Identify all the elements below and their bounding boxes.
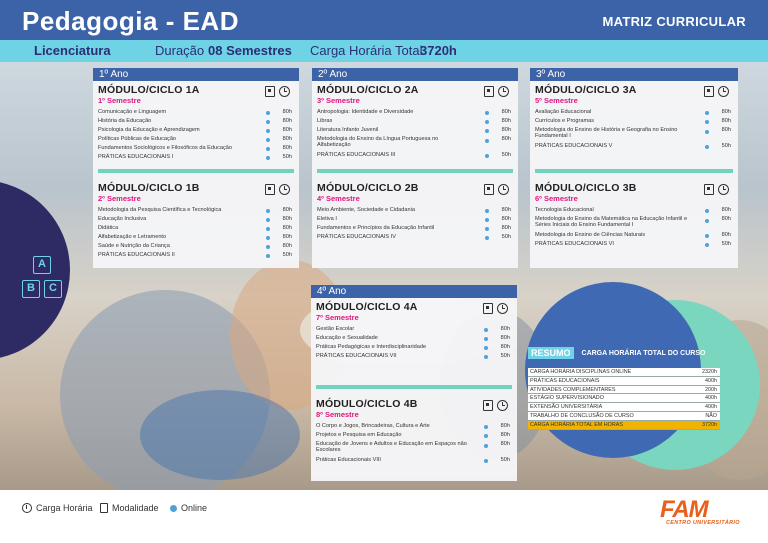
year-label: 2º Ano xyxy=(312,68,518,81)
course-hours: 80h xyxy=(282,145,292,151)
course-hours: 80h xyxy=(500,335,510,341)
course-hours: 80h xyxy=(282,216,292,222)
course-name: Currículos e Programas xyxy=(535,118,595,124)
course-row xyxy=(317,215,513,224)
course-row xyxy=(317,108,513,117)
course-row xyxy=(98,117,294,126)
resumo-label: RESUMO xyxy=(528,347,574,359)
course-hours: 50h xyxy=(501,234,511,240)
course-name: Metodologia do Ensino da Língua Portuguesa no Alfabetização xyxy=(317,136,439,149)
course-row xyxy=(535,126,733,142)
online-dot-icon xyxy=(266,147,270,151)
clock-icon xyxy=(497,303,508,314)
resumo-row-value: 3720h xyxy=(702,421,717,428)
book-icon xyxy=(704,184,714,195)
online-dot-icon xyxy=(266,138,270,142)
course-hours: 80h xyxy=(282,225,292,231)
online-dot-icon xyxy=(266,209,270,213)
module-title: MÓDULO/CICLO 2A xyxy=(317,84,419,96)
course-hours: 80h xyxy=(721,127,731,133)
course-name: Práticas Educacionais VIII xyxy=(316,456,381,463)
course-hours: 80h xyxy=(721,216,731,222)
course-name: Avaliação Educacional xyxy=(535,109,592,115)
course-row xyxy=(535,108,733,117)
online-dot-icon xyxy=(485,218,489,222)
course-name: Didática xyxy=(98,225,119,231)
course-row xyxy=(316,343,512,352)
module-semester: 1º Semestre xyxy=(98,96,141,105)
course-hours: 80h xyxy=(500,326,510,332)
module-3a xyxy=(535,84,733,151)
course-row xyxy=(535,240,733,249)
course-hours: 80h xyxy=(501,136,511,142)
module-title: MÓDULO/CICLO 4A xyxy=(316,301,418,313)
course-name: Eletiva I xyxy=(317,216,337,222)
online-dot-icon xyxy=(485,120,489,124)
resumo-row-value: 400h xyxy=(705,377,717,384)
course-row xyxy=(317,126,513,135)
module-title: MÓDULO/CICLO 2B xyxy=(317,182,419,194)
online-dot-icon xyxy=(484,355,488,359)
course-row xyxy=(535,117,733,126)
course-name: Educação e Sexualidade xyxy=(316,335,378,341)
course-name: Psicologia da Educação e Aprendizagem xyxy=(98,127,200,133)
resumo-subtitle: CARGA HORÁRIA TOTAL DO CURSO xyxy=(581,349,706,357)
online-dot-icon xyxy=(705,219,709,223)
course-hours: 50h xyxy=(500,353,510,359)
online-dot-icon xyxy=(485,236,489,240)
course-hours: 80h xyxy=(500,432,510,438)
book-icon xyxy=(483,400,493,411)
resumo-row-name: PRÁTICAS EDUCACIONAIS xyxy=(530,377,600,384)
course-hours: 80h xyxy=(282,118,292,124)
legend-carga xyxy=(22,503,93,513)
course-name: Metodologia da Pesquisa Científica e Tecnológica xyxy=(98,207,222,213)
module-4a xyxy=(316,301,512,361)
online-dot-icon xyxy=(705,234,709,238)
course-name: Comunicação e Linguagem xyxy=(98,109,167,115)
resumo-row xyxy=(528,421,720,430)
online-dot-icon xyxy=(705,111,709,115)
resumo-row-name: CARGA HORÁRIA DISCIPLINAS ONLINE xyxy=(530,369,632,375)
legend-online xyxy=(170,503,207,513)
course-row xyxy=(316,352,512,361)
module-semester: 3º Semestre xyxy=(317,96,360,105)
fam-logo-word: FAM xyxy=(660,496,708,523)
course-row xyxy=(535,206,733,215)
resumo-row-value: 200h xyxy=(705,386,717,393)
module-semester: 4º Semestre xyxy=(317,194,360,203)
module-1a xyxy=(98,84,294,162)
course-row xyxy=(316,334,512,343)
course-hours: 80h xyxy=(721,118,731,124)
course-name: Tecnologia Educacional xyxy=(535,207,594,213)
module-semester: 7º Semestre xyxy=(316,313,359,322)
online-dot-icon xyxy=(485,209,489,213)
course-name: Alfabetização e Letramento xyxy=(98,234,167,240)
year-label: 3º Ano xyxy=(530,68,738,81)
course-hours: 80h xyxy=(501,109,511,115)
carga-value: 3720h xyxy=(420,43,457,58)
course-name: O Corpo e Jogos, Brincadeiras, Cultura e Arte xyxy=(316,423,430,429)
online-dot-icon xyxy=(485,111,489,115)
course-name: Metodologia do Ensino da Matemática na Educação Infantil e Séries Iniciais do Ensino Fundamental I xyxy=(535,216,688,229)
module-semester: 2º Semestre xyxy=(98,194,141,203)
course-name: Projetos e Pesquisa em Educação xyxy=(316,432,402,438)
course-row xyxy=(316,440,512,456)
online-dot-icon xyxy=(266,111,270,115)
online-dot-icon xyxy=(705,209,709,213)
course-name: História da Educação xyxy=(98,118,152,124)
module-title: MÓDULO/CICLO 1B xyxy=(98,182,200,194)
course-row xyxy=(98,224,294,233)
online-dot-icon xyxy=(484,328,488,332)
duracao-value: 08 Semestres xyxy=(208,43,292,58)
online-dot-icon xyxy=(266,218,270,222)
clock-icon xyxy=(498,86,509,97)
online-dot-icon xyxy=(484,434,488,438)
module-title: MÓDULO/CICLO 3A xyxy=(535,84,637,96)
course-hours: 80h xyxy=(501,216,511,222)
module-2b xyxy=(317,182,513,242)
online-dot-icon xyxy=(484,337,488,341)
course-hours: 80h xyxy=(721,109,731,115)
online-dot-icon xyxy=(266,120,270,124)
book-icon xyxy=(483,303,493,314)
course-hours: 80h xyxy=(500,423,510,429)
course-hours: 80h xyxy=(501,225,511,231)
course-row xyxy=(316,431,512,440)
course-row xyxy=(316,325,512,334)
course-name: Práticas Pedagógicas e Interdisciplinaridade xyxy=(316,344,427,350)
course-hours: 50h xyxy=(282,252,292,258)
online-dot-icon xyxy=(705,130,709,134)
course-hours: 80h xyxy=(282,127,292,133)
licenciatura-label: Licenciatura xyxy=(34,43,111,58)
divider xyxy=(316,385,512,389)
year-box-4 xyxy=(311,285,517,481)
fam-logo-sub: CENTRO UNIVERSITÁRIO xyxy=(666,520,740,526)
online-dot-icon xyxy=(705,145,709,149)
book-icon xyxy=(265,184,275,195)
course-hours: 80h xyxy=(282,109,292,115)
course-row xyxy=(98,153,294,162)
course-row xyxy=(98,206,294,215)
module-semester: 6º Semestre xyxy=(535,194,578,203)
course-hours: 80h xyxy=(282,136,292,142)
course-hours: 80h xyxy=(721,207,731,213)
module-3b xyxy=(535,182,733,249)
abc-blocks-icon: A B C xyxy=(20,256,64,302)
course-name: Políticas Públicas de Educação xyxy=(98,136,177,142)
online-dot-icon xyxy=(266,156,270,160)
clock-icon xyxy=(279,184,290,195)
course-row xyxy=(317,135,513,151)
divider xyxy=(98,169,294,173)
year-box-3 xyxy=(530,68,738,268)
module-semester: 5º Semestre xyxy=(535,96,578,105)
course-row xyxy=(98,251,294,260)
online-dot-icon xyxy=(485,154,489,158)
module-1b xyxy=(98,182,294,260)
legend-modalidade xyxy=(100,503,159,513)
course-row xyxy=(98,215,294,224)
module-title: MÓDULO/CICLO 1A xyxy=(98,84,200,96)
online-dot-icon xyxy=(484,444,488,448)
course-hours: 50h xyxy=(501,151,511,158)
course-row xyxy=(98,108,294,117)
course-name: PRÁTICAS EDUCACIONAIS III xyxy=(317,151,396,158)
course-row xyxy=(98,135,294,144)
course-row xyxy=(316,456,512,465)
course-name: PRÁTICAS EDUCACIONAIS IV xyxy=(317,234,396,240)
online-dot-icon xyxy=(485,139,489,143)
course-name: PRÁTICAS EDUCACIONAIS I xyxy=(98,154,174,160)
book-icon xyxy=(265,86,275,97)
online-dot-icon xyxy=(484,425,488,429)
course-hours: 80h xyxy=(500,441,510,447)
course-name: Fundamentos e Princípios da Educação Infantil xyxy=(317,225,435,231)
year-label: 1º Ano xyxy=(93,68,299,81)
legend-carga-label: Carga Horária xyxy=(36,503,93,513)
course-hours: 50h xyxy=(721,240,731,247)
course-name: Meio Ambiente, Sociedade e Cidadania xyxy=(317,207,415,213)
course-hours: 80h xyxy=(282,207,292,213)
resumo-row xyxy=(528,412,720,421)
online-dot-icon xyxy=(705,243,709,247)
online-dot-icon xyxy=(266,236,270,240)
course-name: Gestão Escolar xyxy=(316,326,355,332)
course-name: Metodologia do Ensino de História e Geografia no Ensino Fundamental I xyxy=(535,127,678,140)
book-icon xyxy=(100,503,108,513)
course-name: Antropologia: Identidade e Diversidade xyxy=(317,109,414,115)
legend-online-label: Online xyxy=(181,503,208,513)
module-title: MÓDULO/CICLO 3B xyxy=(535,182,637,194)
resumo-row xyxy=(528,377,720,386)
resumo-row-name: CARGA HORÁRIA TOTAL EM HORAS xyxy=(530,421,623,428)
legend-modalidade-label: Modalidade xyxy=(112,503,159,513)
divider xyxy=(317,169,513,173)
online-dot-icon xyxy=(266,245,270,249)
clock-icon xyxy=(497,400,508,411)
course-row xyxy=(317,206,513,215)
clock-icon xyxy=(279,86,290,97)
course-name: PRÁTICAS EDUCACIONAIS V xyxy=(535,142,613,149)
course-hours: 80h xyxy=(501,127,511,133)
resumo-row-value: 2320h xyxy=(702,369,717,375)
footer xyxy=(0,490,768,543)
course-hours: 80h xyxy=(721,231,731,238)
clock-icon xyxy=(718,86,729,97)
course-name: Saúde e Nutrição da Criança xyxy=(98,243,170,249)
resumo-row-name: EXTENSÃO UNIVERSITÁRIA xyxy=(530,404,603,411)
resumo-row-value: 400h xyxy=(705,404,717,411)
module-semester: 8º Semestre xyxy=(316,410,359,419)
course-row xyxy=(317,117,513,126)
year-label: 4º Ano xyxy=(311,285,517,298)
course-row xyxy=(535,142,733,151)
course-row xyxy=(535,231,733,240)
online-dot-icon xyxy=(485,227,489,231)
module-4b xyxy=(316,398,512,465)
header-bar xyxy=(0,0,768,40)
resumo-table xyxy=(528,368,720,430)
book-icon xyxy=(484,86,494,97)
clock-icon xyxy=(718,184,729,195)
course-name: Literatura Infanto Juvenil xyxy=(317,127,379,133)
book-icon xyxy=(704,86,714,97)
year-box-2 xyxy=(312,68,518,268)
course-hours: 50h xyxy=(500,456,510,463)
course-hours: 80h xyxy=(501,207,511,213)
course-name: Educação de Jovens e Adultos e Educação em Espaços não Escolares xyxy=(316,441,467,454)
course-row xyxy=(316,422,512,431)
course-row xyxy=(98,144,294,153)
clock-icon xyxy=(22,503,32,513)
resumo-panel xyxy=(528,346,724,430)
resumo-row-name: ATIVIDADES COMPLEMENTARES xyxy=(530,386,616,393)
resumo-row xyxy=(528,386,720,395)
online-dot-icon xyxy=(705,120,709,124)
resumo-row-name: TRABALHO DE CONCLUSÃO DE CURSO xyxy=(530,412,634,419)
book-icon xyxy=(484,184,494,195)
course-name: PRÁTICAS EDUCACIONAIS VI xyxy=(535,240,614,247)
module-2a xyxy=(317,84,513,160)
resumo-row-value: NÃO xyxy=(705,412,717,419)
module-title: MÓDULO/CICLO 4B xyxy=(316,398,418,410)
online-dot-icon xyxy=(485,129,489,133)
course-row xyxy=(98,242,294,251)
course-row xyxy=(535,215,733,231)
carga-label: Carga Horária Total xyxy=(310,43,423,58)
course-hours: 80h xyxy=(282,234,292,240)
course-row xyxy=(317,233,513,242)
course-info-bar xyxy=(0,40,768,62)
course-row xyxy=(317,151,513,160)
dot-icon xyxy=(170,505,177,512)
year-box-1 xyxy=(93,68,299,268)
online-dot-icon xyxy=(484,346,488,350)
course-row xyxy=(98,233,294,242)
course-hours: 50h xyxy=(721,142,731,149)
course-hours: 80h xyxy=(501,118,511,124)
course-name: Educação Inclusiva xyxy=(98,216,147,222)
page-title: Pedagogia - EAD xyxy=(22,6,239,36)
resumo-row xyxy=(528,394,720,403)
online-dot-icon xyxy=(266,254,270,258)
course-name: PRÁTICAS EDUCACIONAIS II xyxy=(98,252,175,258)
duracao-label: Duração xyxy=(155,43,205,58)
resumo-row-value: 400h xyxy=(705,395,717,402)
course-name: Libras xyxy=(317,118,333,124)
course-name: Fundamentos Sociológicos e Filosóficos da Educação xyxy=(98,145,233,151)
resumo-row-name: ESTÁGIO SUPERVISIONADO xyxy=(530,395,604,402)
divider xyxy=(535,169,733,173)
course-name: Metodologia do Ensino de Ciências Naturais xyxy=(535,231,646,238)
clock-icon xyxy=(498,184,509,195)
resumo-row xyxy=(528,368,720,377)
course-row xyxy=(317,224,513,233)
online-dot-icon xyxy=(484,459,488,463)
course-name: PRÁTICAS EDUCACIONAIS VII xyxy=(316,353,397,359)
course-hours: 80h xyxy=(282,243,292,249)
course-hours: 50h xyxy=(282,154,292,160)
online-dot-icon xyxy=(266,227,270,231)
fam-logo xyxy=(660,496,746,526)
resumo-row xyxy=(528,403,720,412)
online-dot-icon xyxy=(266,129,270,133)
course-row xyxy=(98,126,294,135)
matriz-label: MATRIZ CURRICULAR xyxy=(602,14,746,29)
course-hours: 80h xyxy=(500,344,510,350)
